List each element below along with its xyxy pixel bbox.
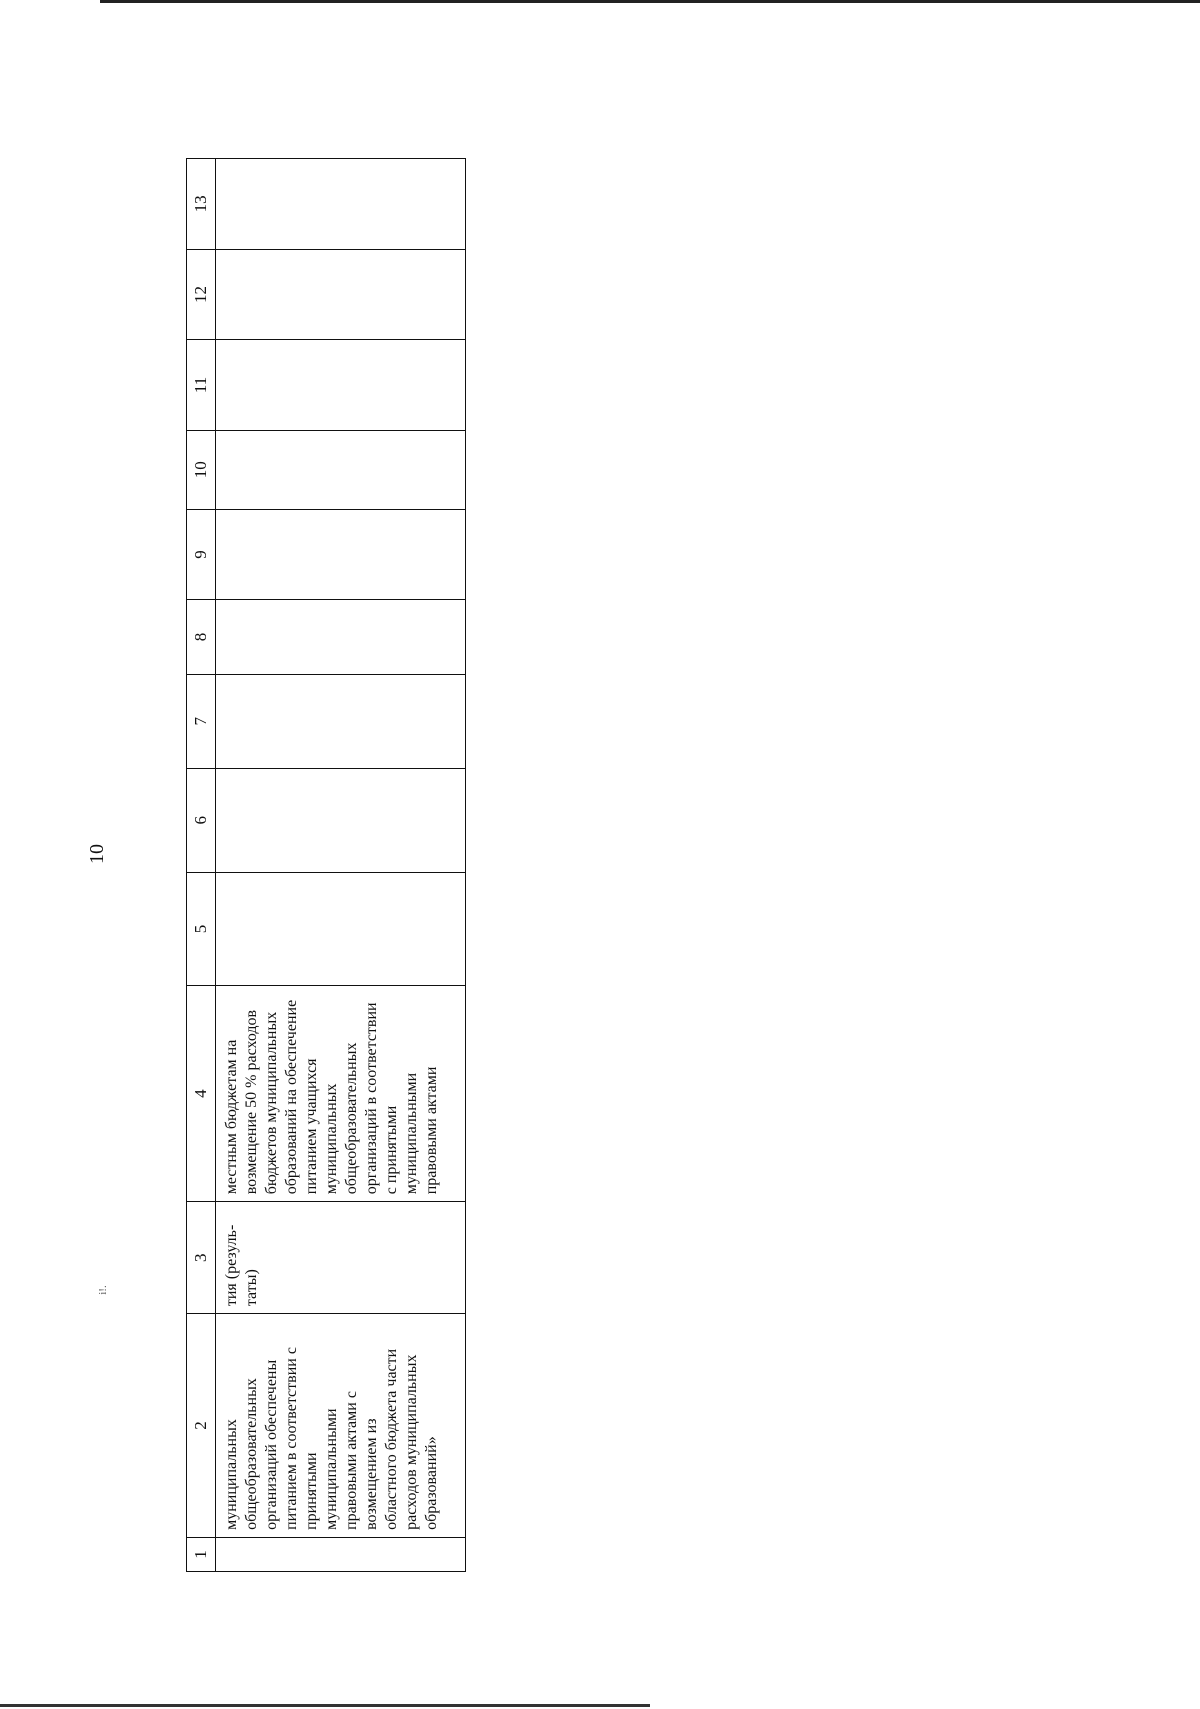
column-header-2: 2 <box>187 1314 216 1538</box>
cell-col2-line: правовыми актами с <box>343 1391 360 1530</box>
margin-mark: і!. <box>97 1285 109 1295</box>
cell-col2-line: областного бюджета части <box>383 1348 400 1530</box>
cell-col4-line: бюджетов муниципальных <box>263 1011 280 1195</box>
cell-col4-line: организаций в соответствии <box>363 1002 380 1195</box>
cell-col2-line: принятыми <box>303 1452 320 1530</box>
table-container <box>186 158 1200 1559</box>
column-header-13: 13 <box>187 159 216 250</box>
column-header-4: 4 <box>187 985 216 1201</box>
rotated-table-wrapper <box>186 158 466 1572</box>
column-header-8: 8 <box>187 600 216 675</box>
column-header-11: 11 <box>187 340 216 431</box>
cell-col2-line: организаций обеспечены <box>263 1359 280 1530</box>
cell-col12 <box>216 249 466 340</box>
cell-col3 <box>216 1202 466 1314</box>
cell-col5 <box>216 873 466 986</box>
column-header-5: 5 <box>187 873 216 986</box>
column-header-7: 7 <box>187 674 216 768</box>
cell-col3-line: таты) <box>243 1269 260 1307</box>
document-table <box>186 158 466 1572</box>
cell-col4 <box>216 985 466 1201</box>
cell-col6 <box>216 768 466 872</box>
column-header-9: 9 <box>187 509 216 600</box>
cell-col4-line: питанием учащихся <box>303 1058 320 1195</box>
cell-col4-line: общеобразовательных <box>343 1042 360 1195</box>
column-header-10: 10 <box>187 430 216 509</box>
cell-col2 <box>216 1314 466 1538</box>
cell-col1 <box>216 1537 466 1571</box>
cell-col2-line: питанием в соответствии с <box>283 1347 300 1530</box>
cell-col11 <box>216 340 466 431</box>
cell-col8 <box>216 600 466 675</box>
column-header-12: 12 <box>187 249 216 340</box>
cell-col2-line: образований» <box>423 1436 440 1530</box>
cell-col4-line: правовыми актами <box>423 1066 440 1195</box>
column-header-3: 3 <box>187 1202 216 1314</box>
cell-col13 <box>216 159 466 250</box>
page-number: 10 <box>86 844 108 864</box>
cell-col10 <box>216 430 466 509</box>
cell-col4-line: муниципальными <box>403 1072 420 1195</box>
cell-col4-line: образований на обеспечение <box>283 999 300 1195</box>
scan-edge-top <box>100 0 1200 3</box>
cell-col2-line: расходов муниципальных <box>403 1354 420 1530</box>
cell-col2-line: общеобразовательных <box>243 1378 260 1530</box>
cell-col4-line: с принятыми <box>383 1105 400 1195</box>
cell-col4-line: местным бюджетам на <box>223 1039 240 1195</box>
cell-col2-line: муниципальными <box>323 1408 340 1530</box>
column-header-1: 1 <box>187 1537 216 1571</box>
cell-col2-line: возмещением из <box>363 1418 380 1530</box>
column-header-6: 6 <box>187 768 216 872</box>
cell-col9 <box>216 509 466 600</box>
scan-edge-bottom <box>0 1704 650 1707</box>
cell-col4-line: возмещение 50 % расходов <box>243 1009 260 1195</box>
cell-col7 <box>216 674 466 768</box>
cell-col3-line: тия (резуль- <box>223 1224 240 1307</box>
cell-col4-line: муниципальных <box>323 1083 340 1195</box>
cell-col2-line: муниципальных <box>223 1419 240 1530</box>
table-row <box>216 159 466 1572</box>
column-number-row <box>187 159 216 1572</box>
